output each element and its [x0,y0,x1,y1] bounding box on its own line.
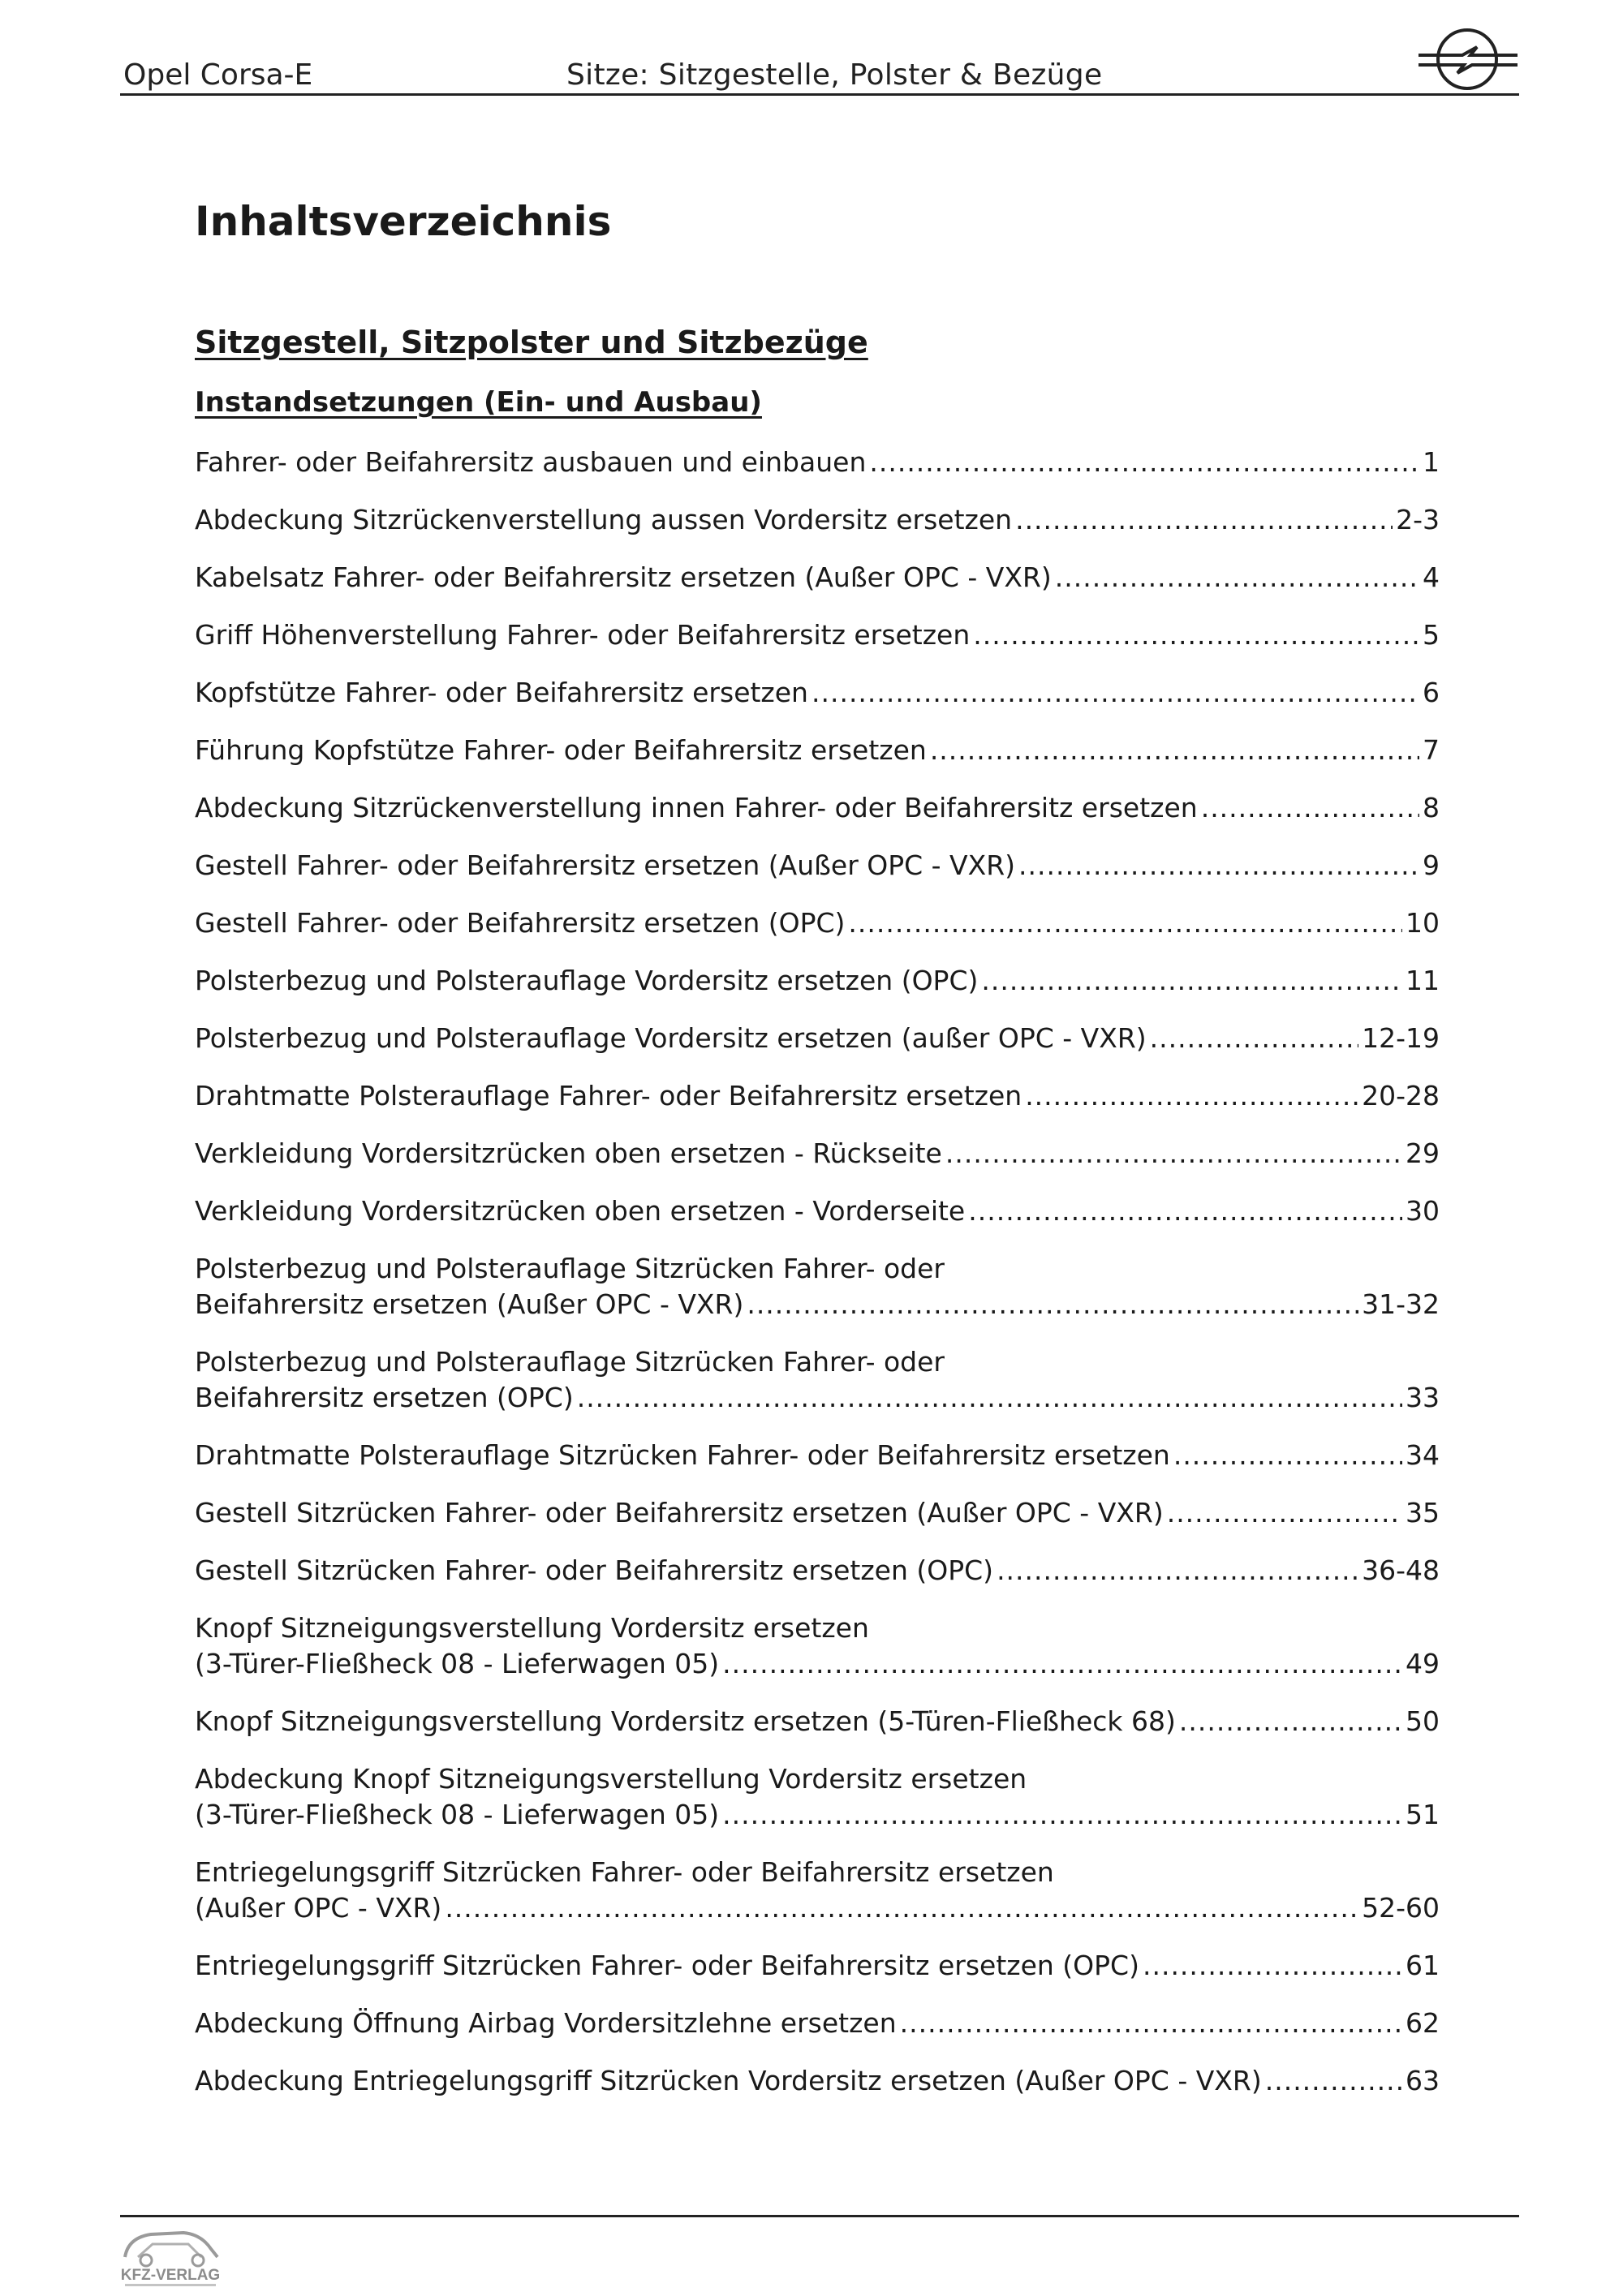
header-chapter: Sitze: Sitzgestelle, Polster & Bezüge [566,58,1103,92]
toc-entry-title: Fahrer- oder Beifahrersitz ausbauen und einbauen [195,446,867,478]
subsection-heading: Instandsetzungen (Ein- und Ausbau) [195,386,762,419]
toc-entry[interactable] [195,1438,1440,1473]
toc-entry[interactable] [195,848,1440,884]
toc-page-number: 29 [1406,1137,1440,1169]
toc-entry[interactable] [195,675,1440,711]
toc-entry-title: Griff Höhenverstellung Fahrer- oder Beifahrersitz ersetzen [195,619,971,651]
toc-page-number: 51 [1406,1799,1440,1830]
toc-page-number: 33 [1406,1382,1440,1413]
toc-entry[interactable] [195,1553,1440,1589]
toc-leader-dots [1173,1438,1402,1473]
toc-entry[interactable] [195,617,1440,653]
toc-leader-dots [1201,790,1419,826]
section-heading: Sitzgestell, Sitzpolster und Sitzbezüge [195,325,868,360]
toc-leader-dots [577,1380,1402,1416]
svg-text:KFZ-VERLAG: KFZ-VERLAG [120,2267,221,2284]
toc-leader-dots [1025,1078,1358,1114]
toc-entry-title-line1: Polsterbezug und Polsterauflage Sitzrücken Fahrer- oder [195,1346,945,1378]
toc-page-number: 8 [1423,792,1440,823]
toc-page-number: 20-28 [1362,1080,1440,1111]
toc-entry-title: Entriegelungsgriff Sitzrücken Fahrer- oder Beifahrersitz ersetzen (OPC) [195,1950,1139,1981]
toc-entry-title: (3-Türer-Fließheck 08 - Lieferwagen 05) [195,1799,720,1830]
toc-leader-dots [1018,848,1419,884]
toc-leader-dots [1150,1021,1358,1056]
toc-entry-title-line1: Abdeckung Knopf Sitzneigungsverstellung Vordersitz ersetzen [195,1763,1027,1795]
toc-leader-dots [1143,1948,1402,1984]
toc-page-number: 36-48 [1362,1554,1440,1586]
toc-entry-title-line1: Entriegelungsgriff Sitzrücken Fahrer- oder Beifahrersitz ersetzen [195,1856,1054,1888]
toc-entry[interactable] [195,1193,1440,1229]
toc-leader-dots [1167,1495,1402,1531]
toc-entry[interactable] [195,905,1440,941]
toc-page-number: 30 [1406,1195,1440,1227]
toc-entry-title: Abdeckung Öffnung Airbag Vordersitzlehne ersetzen [195,2007,897,2039]
toc-leader-dots [869,445,1419,480]
toc-entry-title: Polsterbezug und Polsterauflage Vordersitz ersetzen (OPC) [195,965,979,996]
kfz-verlag-logo-icon [114,2221,227,2290]
toc-entry[interactable] [195,1495,1440,1531]
toc-page-number: 4 [1423,561,1440,593]
toc-page-number: 35 [1406,1497,1440,1529]
toc-entry[interactable] [195,445,1440,480]
toc-leader-dots [1179,1704,1402,1739]
toc-page-number: 61 [1406,1950,1440,1981]
toc-entry-title: Gestell Sitzrücken Fahrer- oder Beifahrersitz ersetzen (OPC) [195,1554,994,1586]
toc-entry-title: Knopf Sitzneigungsverstellung Vordersitz ersetzen (5-Türen-Fließheck 68) [195,1705,1176,1737]
toc-leader-dots [747,1287,1358,1322]
toc-entry-title: Führung Kopfstütze Fahrer- oder Beifahrersitz ersetzen [195,734,927,766]
toc-entry[interactable] [195,790,1440,826]
toc-entry-title: Abdeckung Entriegelungsgriff Sitzrücken Vordersitz ersetzen (Außer OPC - VXR) [195,2065,1262,2096]
toc-leader-dots [1265,2063,1402,2099]
toc-entry[interactable] [195,1761,1440,1833]
toc-entry-title: Gestell Fahrer- oder Beifahrersitz ersetzen (OPC) [195,907,846,939]
toc-entry-title: Kabelsatz Fahrer- oder Beifahrersitz ersetzen (Außer OPC - VXR) [195,561,1052,593]
toc-entry-title: Beifahrersitz ersetzen (OPC) [195,1382,574,1413]
toc-entry[interactable] [195,1855,1440,1926]
toc-entry-title: Drahtmatte Polsterauflage Fahrer- oder Beifahrersitz ersetzen [195,1080,1022,1111]
toc-page-number: 10 [1406,907,1440,939]
toc-entry[interactable] [195,1136,1440,1172]
toc-page-number: 9 [1423,849,1440,881]
toc-leader-dots [973,617,1419,653]
toc-entry-title-line1: Knopf Sitzneigungsverstellung Vordersitz ersetzen [195,1612,869,1644]
toc-leader-dots [722,1646,1402,1682]
toc-entry[interactable] [195,1610,1440,1682]
toc-entry-title: (Außer OPC - VXR) [195,1892,442,1924]
toc-entry-title: Verkleidung Vordersitzrücken oben ersetzen - Vorderseite [195,1195,966,1227]
toc-entry-title: Verkleidung Vordersitzrücken oben ersetzen - Rückseite [195,1137,942,1169]
header-rule [120,93,1519,96]
toc-entry[interactable] [195,733,1440,768]
toc-entry-title: Gestell Fahrer- oder Beifahrersitz ersetzen (Außer OPC - VXR) [195,849,1016,881]
toc-page-number: 52-60 [1362,1892,1440,1924]
toc-page-number: 1 [1423,446,1440,478]
toc-entry-title: Polsterbezug und Polsterauflage Vordersitz ersetzen (außer OPC - VXR) [195,1022,1147,1054]
toc-page-number: 7 [1423,734,1440,766]
toc-leader-dots [968,1193,1402,1229]
toc-entry-title: (3-Türer-Fließheck 08 - Lieferwagen 05) [195,1648,720,1679]
toc-entry-title: Kopfstütze Fahrer- oder Beifahrersitz ersetzen [195,677,808,708]
toc-leader-dots [900,2006,1402,2041]
toc-entry[interactable] [195,1251,1440,1322]
toc-entry[interactable] [195,2006,1440,2041]
footer-rule [120,2215,1519,2217]
toc-entry-title: Beifahrersitz ersetzen (Außer OPC - VXR) [195,1288,744,1320]
toc-leader-dots [848,905,1402,941]
toc-page-number: 2-3 [1396,504,1440,535]
table-of-contents [195,445,1440,2121]
toc-page-number: 34 [1406,1439,1440,1471]
toc-entry[interactable] [195,1704,1440,1739]
toc-leader-dots [722,1797,1402,1833]
toc-entry[interactable] [195,2063,1440,2099]
toc-leader-dots [930,733,1419,768]
toc-entry[interactable] [195,1344,1440,1416]
toc-page-number: 6 [1423,677,1440,708]
toc-page-number: 11 [1406,965,1440,996]
toc-leader-dots [997,1553,1358,1589]
toc-leader-dots [1055,560,1419,595]
toc-page-number: 31-32 [1362,1288,1440,1320]
toc-leader-dots [812,675,1419,711]
toc-entry-title: Abdeckung Sitzrückenverstellung aussen Vordersitz ersetzen [195,504,1013,535]
toc-entry-title-line1: Polsterbezug und Polsterauflage Sitzrücken Fahrer- oder [195,1253,945,1284]
toc-page-number: 50 [1406,1705,1440,1737]
toc-page-number: 63 [1406,2065,1440,2096]
toc-entry-title: Abdeckung Sitzrückenverstellung innen Fahrer- oder Beifahrersitz ersetzen [195,792,1198,823]
toc-page-number: 49 [1406,1648,1440,1679]
page-title: Inhaltsverzeichnis [195,198,612,245]
header-vehicle: Opel Corsa-E [123,58,313,92]
toc-entry[interactable] [195,963,1440,999]
toc-leader-dots [945,1136,1402,1172]
toc-entry-title: Drahtmatte Polsterauflage Sitzrücken Fahrer- oder Beifahrersitz ersetzen [195,1439,1170,1471]
toc-entry[interactable] [195,1078,1440,1114]
toc-leader-dots [1015,502,1393,538]
toc-page-number: 12-19 [1362,1022,1440,1054]
toc-entry[interactable] [195,1021,1440,1056]
toc-entry-title: Gestell Sitzrücken Fahrer- oder Beifahrersitz ersetzen (Außer OPC - VXR) [195,1497,1164,1529]
opel-logo-icon [1417,23,1519,96]
page-header [0,0,1623,105]
toc-entry[interactable] [195,1948,1440,1984]
toc-leader-dots [981,963,1402,999]
toc-page-number: 5 [1423,619,1440,651]
toc-entry[interactable] [195,560,1440,595]
toc-leader-dots [445,1890,1358,1926]
toc-entry[interactable] [195,502,1440,538]
toc-page-number: 62 [1406,2007,1440,2039]
